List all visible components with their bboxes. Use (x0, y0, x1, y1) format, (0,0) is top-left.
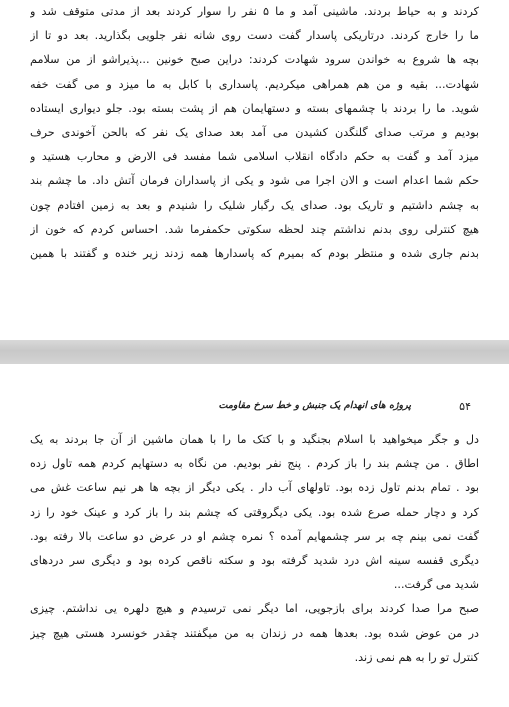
text-line: صبح مرا صدا کردند برای بازجویی، اما دیگر نمی ترسیدم و هیچ دلهره یی نداشتم. چیزی (30, 602, 479, 616)
text-line: کرد و دچار حمله صرع شده بود. یکی دیگروقتی که چشم بند را باز کرد و عینک خود را زد (30, 505, 479, 519)
text-line: اطاق . من چشم بند را باز کردم . پنج نفر بودیم. من نگاه به دستهایم کردم همه تاول زده (30, 457, 479, 471)
text-line: کردند و به حیاط بردند. ماشینی آمد و ما ۵ نفر را سوار کردند بعد از مدتی متوقف شد و (30, 5, 479, 18)
text-line: بودیم و مرتب صدای گلنگدن کشیدن می آمد بعد صدای یک نفر که بالحن آخوندی حرف (30, 126, 479, 140)
text-line: به چشم داشتیم و تاریک بود. صدای یک رگبار شلیک را شنیدم و بعد به زمین افتادم چون (30, 198, 479, 212)
text-line: شوید. ما را بردند با چشمهای بسته و دستهایمان هم از پشت بسته بود. جلو دیواری ایستاده (30, 101, 479, 115)
text-line: کنترل تو را به هم نمی زند. (354, 650, 479, 664)
text-line: بدنم جاری شده و منتظر بودم که بمیرم که پاسدارها همه زدند زیر خنده و گفتند با همین (30, 247, 479, 261)
text-line: حکم شما اعدام است و الان اجرا می شود و یکی از پاسداران فرمان آتش داد. ما چشم بند (30, 174, 479, 188)
text-line: میزد آمد و گفت به حکم دادگاه انقلاب اسلامی شما مفسد فی الارض و محارب هستید و (30, 150, 479, 164)
top-page (0, 0, 509, 340)
page-header (30, 400, 471, 420)
text-line: شدید می گرفت... (393, 578, 479, 592)
text-line: بود . تمام بدنم تاول زده بود. تاولهای آب دار . یکی دیگر از بچه ها هر نیم ساعت غش می (30, 481, 479, 495)
running-title: پروژه های انهدام یک جنبش و خط سرخ مقاومت (218, 400, 411, 411)
text-line: شهادت... بقیه و من هم همراهی میکردیم. پاسداری با کابل به ما میزد و می گفت خفه (30, 77, 479, 91)
text-line: گفت نمی بینم چه بر سر چشمهایم آمده ؟ نمره چشم او در عرض دو ساعت بالا رفته بود. (30, 529, 479, 543)
text-line: دل و جگر میخواهید با اسلام بجنگید و با کتک ما را با همان ماشین از آن جا بردند به یک (30, 433, 479, 446)
text-line: در من عوض شده بود. بعدها همه در زندان به من میگفتند چقدر خونسرد هستی هیچ چیز (30, 626, 479, 640)
text-line: بچه ها شروع به خواندن سرود شهادت کردند: دراین صبح خونین ...پذیراشو از من سلامم (30, 53, 479, 67)
text-line: دیگری قفسه سینه اش درد شدید گرفته بود و سکته ناقص کرده بود و دیگری سر دردهای (30, 554, 479, 568)
text-line: ما را خارج کردند. درتاریکی پاسدار گفت دست روی شانه نفر جلویی بگذارید. بعد دو تا از (30, 29, 479, 43)
top-page-text (30, 0, 479, 266)
page-separator (0, 340, 509, 364)
bottom-page-text (30, 428, 479, 670)
text-line: هیچ کنترلی روی بدنم نداشتم چند لحظه سکوتی حکمفرما شد. احساس کردم که خون از (30, 222, 479, 236)
page-number: ۵۴ (459, 400, 471, 413)
bottom-page (0, 364, 509, 707)
